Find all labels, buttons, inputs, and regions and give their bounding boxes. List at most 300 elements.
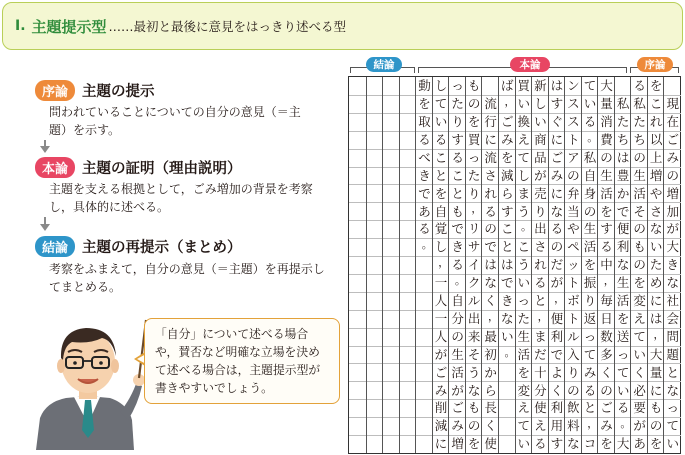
manuscript-cell: 用 bbox=[549, 417, 566, 435]
manuscript-cell: 生 bbox=[615, 274, 632, 292]
manuscript-cell bbox=[367, 167, 384, 185]
manuscript-cell: 弁 bbox=[565, 184, 582, 202]
manuscript-cell: 利 bbox=[615, 238, 632, 256]
manuscript-cell: て bbox=[615, 363, 632, 381]
step-conclusion-desc: 考察をふまえて，自分の意見（＝主題）を再提示してまとめる。 bbox=[49, 262, 325, 294]
manuscript-cell: い bbox=[499, 328, 516, 346]
manuscript-cell: は bbox=[550, 77, 564, 93]
manuscript-cell: 中 bbox=[598, 256, 615, 274]
manuscript-cell bbox=[400, 381, 417, 399]
manuscript-cell: 費 bbox=[598, 131, 615, 149]
manuscript-cell: ， bbox=[582, 417, 599, 435]
label-body: 本論 bbox=[510, 57, 550, 72]
manuscript-cell: 人 bbox=[433, 292, 450, 310]
manuscript-column bbox=[349, 77, 366, 453]
manuscript-cell bbox=[400, 131, 417, 149]
teacher-illustration-icon bbox=[28, 300, 148, 450]
manuscript-cell: ， bbox=[499, 95, 516, 113]
manuscript-cell: や bbox=[648, 184, 665, 202]
manuscript-cell bbox=[416, 381, 433, 399]
manuscript-cell: 削 bbox=[433, 399, 450, 417]
manuscript-cell: 飲 bbox=[565, 399, 582, 417]
manuscript-cell: ご bbox=[664, 131, 681, 149]
manuscript-cell: た bbox=[466, 167, 483, 185]
manuscript-cell bbox=[367, 149, 384, 167]
manuscript-cell: る bbox=[532, 435, 549, 453]
manuscript-cell: く bbox=[598, 363, 615, 381]
manuscript-cell: め bbox=[648, 274, 665, 292]
manuscript-cell: 送 bbox=[615, 328, 632, 346]
manuscript-cell: な bbox=[499, 310, 516, 328]
manuscript-cell bbox=[367, 131, 384, 149]
manuscript-cell: だ bbox=[532, 346, 549, 364]
manuscript-cell: 量 bbox=[648, 363, 665, 381]
manuscript-cell: ぐ bbox=[549, 113, 566, 131]
manuscript-cell: 売 bbox=[532, 184, 549, 202]
manuscript-cell: い bbox=[615, 381, 632, 399]
manuscript-cell: こ bbox=[516, 238, 533, 256]
manuscript-cell: ル bbox=[565, 328, 582, 346]
manuscript-cell: す bbox=[549, 95, 566, 113]
manuscript-cell: に bbox=[648, 292, 665, 310]
manuscript-cell: ， bbox=[532, 310, 549, 328]
manuscript-cell: を bbox=[433, 184, 450, 202]
manuscript-cell: を bbox=[499, 149, 516, 167]
manuscript-cell: の bbox=[449, 328, 466, 346]
manuscript-cell bbox=[383, 274, 400, 292]
manuscript-cell bbox=[499, 435, 516, 453]
manuscript-cell: 増 bbox=[449, 435, 466, 453]
manuscript-cell: な bbox=[615, 256, 632, 274]
manuscript-cell: す bbox=[598, 220, 615, 238]
manuscript-cell: 返 bbox=[582, 310, 599, 328]
manuscript-cell: う bbox=[516, 256, 533, 274]
manuscript-cell: 毎 bbox=[598, 292, 615, 310]
manuscript-cell: く bbox=[549, 381, 566, 399]
manuscript-cell: 自 bbox=[449, 292, 466, 310]
manuscript-cell: た bbox=[449, 95, 466, 113]
manuscript-cell: の bbox=[598, 149, 615, 167]
manuscript-cell bbox=[349, 131, 366, 149]
manuscript-column bbox=[481, 77, 498, 453]
manuscript-cell: 活 bbox=[582, 238, 599, 256]
manuscript-cell: の bbox=[466, 95, 483, 113]
manuscript-cell bbox=[400, 77, 417, 95]
manuscript-cell: と bbox=[532, 292, 549, 310]
manuscript-cell: 振 bbox=[582, 274, 599, 292]
manuscript-cell bbox=[367, 328, 384, 346]
manuscript-cell bbox=[416, 363, 433, 381]
manuscript-cell: を bbox=[598, 435, 615, 453]
manuscript-cell: 初 bbox=[482, 346, 499, 364]
manuscript-cell: て bbox=[664, 417, 681, 435]
manuscript-cell bbox=[349, 256, 366, 274]
header-number: I. bbox=[15, 18, 26, 34]
manuscript-cell: や bbox=[565, 220, 582, 238]
arrow-down-2 bbox=[40, 224, 50, 231]
manuscript-cell: も bbox=[467, 77, 481, 93]
manuscript-cell bbox=[499, 381, 516, 399]
step-conclusion-title: 主題の再提示（まとめ） bbox=[82, 240, 242, 256]
manuscript-cell bbox=[367, 435, 384, 453]
manuscript-cell: た bbox=[615, 113, 632, 131]
manuscript-cell: り bbox=[582, 292, 599, 310]
manuscript-cell: ま bbox=[532, 328, 549, 346]
manuscript-column bbox=[399, 77, 416, 453]
manuscript-cell: 使 bbox=[532, 399, 549, 417]
manuscript-cell: も bbox=[466, 399, 483, 417]
manuscript-cell: 流 bbox=[482, 95, 499, 113]
manuscript-column bbox=[663, 77, 680, 453]
manuscript-cell: 私 bbox=[615, 95, 632, 113]
manuscript-cell bbox=[482, 77, 499, 95]
manuscript-cell: ボ bbox=[565, 292, 582, 310]
manuscript-cell: 生 bbox=[598, 167, 615, 185]
manuscript-cell: い bbox=[582, 95, 599, 113]
manuscript-column bbox=[366, 77, 383, 453]
manuscript-cell: の bbox=[631, 149, 648, 167]
manuscript-cell: く bbox=[482, 417, 499, 435]
manuscript-cell bbox=[367, 220, 384, 238]
manuscript-cell bbox=[400, 113, 417, 131]
step-intro-desc: 問われていることについての自分の意見（＝主題）を示す。 bbox=[49, 105, 301, 137]
manuscript-cell: あ bbox=[631, 435, 648, 453]
manuscript-cell: 利 bbox=[549, 399, 566, 417]
manuscript-cell bbox=[349, 310, 366, 328]
manuscript-cell: 当 bbox=[565, 202, 582, 220]
manuscript-cell: 必 bbox=[631, 381, 648, 399]
manuscript-cell: 商 bbox=[532, 131, 549, 149]
manuscript-cell: な bbox=[648, 220, 665, 238]
manuscript-cell: う bbox=[466, 363, 483, 381]
label-conclusion: 結論 bbox=[366, 57, 402, 72]
manuscript-cell bbox=[416, 292, 433, 310]
manuscript-cell: 最 bbox=[482, 328, 499, 346]
manuscript-cell: は bbox=[482, 256, 499, 274]
manuscript-cell: っ bbox=[516, 292, 533, 310]
manuscript-cell: 多 bbox=[598, 346, 615, 364]
manuscript-cell: 要 bbox=[631, 399, 648, 417]
manuscript-cell: 一 bbox=[433, 310, 450, 328]
intro-bracket-right bbox=[678, 67, 679, 73]
manuscript-cell: ， bbox=[433, 256, 450, 274]
manuscript-cell: と bbox=[433, 167, 450, 185]
manuscript-cell: 。 bbox=[615, 417, 632, 435]
manuscript-cell: を bbox=[598, 202, 615, 220]
manuscript-cell: が bbox=[549, 274, 566, 292]
manuscript-cell: で bbox=[499, 274, 516, 292]
manuscript-cell: り bbox=[466, 184, 483, 202]
manuscript-cell bbox=[349, 113, 366, 131]
step-intro bbox=[35, 80, 155, 101]
manuscript-cell: イ bbox=[466, 256, 483, 274]
manuscript-cell: と bbox=[449, 184, 466, 202]
manuscript-cell bbox=[383, 202, 400, 220]
manuscript-cell: ， bbox=[648, 328, 665, 346]
manuscript-cell: 現 bbox=[664, 95, 681, 113]
manuscript-cell bbox=[383, 184, 400, 202]
manuscript-cell: し bbox=[532, 95, 549, 113]
manuscript-cell: サ bbox=[466, 238, 483, 256]
manuscript-cell: で bbox=[482, 238, 499, 256]
manuscript-cell: も bbox=[449, 202, 466, 220]
conclusion-bracket-left bbox=[350, 67, 351, 73]
manuscript-cell: る bbox=[633, 77, 646, 93]
manuscript-cell: ご bbox=[549, 149, 566, 167]
manuscript-cell: り bbox=[532, 202, 549, 220]
manuscript-cell bbox=[383, 149, 400, 167]
manuscript-cell: ご bbox=[449, 399, 466, 417]
manuscript-column bbox=[498, 77, 515, 453]
manuscript-cell: が bbox=[433, 346, 450, 364]
manuscript-cell: 社 bbox=[664, 292, 681, 310]
manuscript-cell bbox=[499, 363, 516, 381]
manuscript-cell: る bbox=[449, 149, 466, 167]
header-banner bbox=[2, 2, 683, 50]
manuscript-cell: 減 bbox=[433, 417, 450, 435]
manuscript-column bbox=[465, 77, 482, 453]
manuscript-cell: 一 bbox=[433, 274, 450, 292]
header-title: 主題提示型 bbox=[31, 17, 107, 36]
manuscript-cell bbox=[416, 310, 433, 328]
manuscript-cell: る bbox=[582, 113, 599, 131]
manuscript-cell bbox=[383, 131, 400, 149]
manuscript-cell: し bbox=[516, 167, 533, 185]
manuscript-cell bbox=[400, 274, 417, 292]
manuscript-cell bbox=[400, 310, 417, 328]
manuscript-cell: す bbox=[449, 131, 466, 149]
manuscript-column bbox=[415, 77, 432, 453]
manuscript-cell: 長 bbox=[482, 399, 499, 417]
manuscript-cell: 便 bbox=[549, 310, 566, 328]
manuscript-column bbox=[531, 77, 548, 453]
manuscript-cell bbox=[416, 417, 433, 435]
manuscript-cell: す bbox=[499, 202, 516, 220]
manuscript-cell: て bbox=[583, 77, 597, 93]
manuscript-cell: ト bbox=[565, 274, 582, 292]
manuscript-cell: 自 bbox=[582, 167, 599, 185]
manuscript-cell: し bbox=[434, 77, 448, 93]
manuscript-cell bbox=[367, 95, 384, 113]
manuscript-cell: 生 bbox=[449, 346, 466, 364]
manuscript-column bbox=[647, 77, 664, 453]
manuscript-cell: さ bbox=[482, 167, 499, 185]
manuscript-cell bbox=[383, 256, 400, 274]
manuscript-cell: 量 bbox=[598, 95, 615, 113]
manuscript-cell bbox=[367, 256, 384, 274]
manuscript-cell: 出 bbox=[532, 220, 549, 238]
manuscript-cell: ご bbox=[598, 399, 615, 417]
manuscript-cell: ば bbox=[500, 77, 514, 93]
manuscript-cell: 品 bbox=[532, 149, 549, 167]
manuscript-cell: 減 bbox=[499, 167, 516, 185]
manuscript-cell: た bbox=[631, 113, 648, 131]
manuscript-cell: 自 bbox=[433, 202, 450, 220]
step-body bbox=[35, 157, 242, 178]
manuscript-cell bbox=[367, 381, 384, 399]
manuscript-cell bbox=[383, 328, 400, 346]
manuscript-cell: た bbox=[516, 310, 533, 328]
manuscript-column bbox=[515, 77, 532, 453]
manuscript-cell: く bbox=[631, 363, 648, 381]
manuscript-cell: っ bbox=[664, 399, 681, 417]
manuscript-cell: か bbox=[615, 184, 632, 202]
manuscript-cell: る bbox=[482, 202, 499, 220]
manuscript-cell bbox=[367, 417, 384, 435]
manuscript-cell bbox=[400, 202, 417, 220]
manuscript-cell: 。 bbox=[516, 220, 533, 238]
manuscript-cell: 題 bbox=[664, 346, 681, 364]
manuscript-cell: 利 bbox=[549, 328, 566, 346]
manuscript-cell: 在 bbox=[664, 113, 681, 131]
manuscript-cell: ト bbox=[565, 310, 582, 328]
manuscript-cell bbox=[383, 310, 400, 328]
manuscript-cell: ち bbox=[615, 131, 632, 149]
manuscript-cell: ， bbox=[549, 292, 566, 310]
manuscript-cell: は bbox=[615, 149, 632, 167]
manuscript-cell bbox=[383, 381, 400, 399]
manuscript-cell bbox=[349, 363, 366, 381]
manuscript-cell: で bbox=[449, 220, 466, 238]
manuscript-cell: を bbox=[516, 363, 533, 381]
manuscript-cell: ち bbox=[631, 131, 648, 149]
manuscript-column bbox=[432, 77, 449, 453]
manuscript-cell bbox=[383, 399, 400, 417]
manuscript-cell: っ bbox=[451, 77, 464, 93]
manuscript-cell: 活 bbox=[449, 363, 466, 381]
manuscript-cell: こ bbox=[499, 220, 516, 238]
manuscript-cell: 買 bbox=[466, 131, 483, 149]
manuscript-cell: の bbox=[648, 417, 665, 435]
body-bracket-right bbox=[626, 67, 627, 73]
manuscript-cell: 生 bbox=[516, 328, 533, 346]
manuscript-cell bbox=[416, 256, 433, 274]
manuscript-cell: ル bbox=[466, 292, 483, 310]
manuscript-cell: な bbox=[664, 274, 681, 292]
manuscript-cell: れ bbox=[648, 113, 665, 131]
manuscript-cell: の bbox=[565, 381, 582, 399]
manuscript-cell: 問 bbox=[664, 328, 681, 346]
manuscript-cell: を bbox=[648, 435, 665, 453]
manuscript-cell: は bbox=[499, 256, 516, 274]
manuscript-cell: で bbox=[549, 346, 566, 364]
manuscript-cell bbox=[367, 202, 384, 220]
manuscript-cell: き bbox=[499, 292, 516, 310]
manuscript-cell bbox=[367, 77, 384, 95]
manuscript-cell bbox=[367, 346, 384, 364]
manuscript-cell: る bbox=[532, 274, 549, 292]
manuscript-cell bbox=[349, 184, 366, 202]
manuscript-cell: 変 bbox=[631, 292, 648, 310]
intro-bracket-left bbox=[630, 67, 631, 73]
manuscript-cell bbox=[349, 149, 366, 167]
manuscript-cell: の bbox=[482, 220, 499, 238]
manuscript-cell bbox=[367, 399, 384, 417]
manuscript-cell: と bbox=[582, 399, 599, 417]
manuscript-cell: え bbox=[516, 131, 533, 149]
manuscript-cell: さ bbox=[648, 202, 665, 220]
manuscript-column bbox=[382, 77, 399, 453]
manuscript-cell: 新 bbox=[534, 77, 547, 93]
manuscript-cell: い bbox=[433, 113, 450, 131]
manuscript-cell bbox=[349, 220, 366, 238]
manuscript-cell: 活 bbox=[516, 346, 533, 364]
manuscript-cell bbox=[383, 220, 400, 238]
manuscript-cell: 取 bbox=[416, 113, 433, 131]
manuscript-cell: え bbox=[631, 310, 648, 328]
manuscript-cell: も bbox=[631, 238, 648, 256]
manuscript-cell: れ bbox=[532, 256, 549, 274]
manuscript-cell bbox=[400, 346, 417, 364]
manuscript-cell: み bbox=[549, 167, 566, 185]
manuscript-cell: え bbox=[532, 417, 549, 435]
manuscript-cell bbox=[349, 238, 366, 256]
manuscript-cell: ， bbox=[598, 274, 615, 292]
manuscript-cell: あ bbox=[416, 202, 433, 220]
manuscript-cell bbox=[400, 292, 417, 310]
manuscript-cell: き bbox=[416, 167, 433, 185]
manuscript-cell bbox=[367, 274, 384, 292]
manuscript-cell: な bbox=[549, 202, 566, 220]
manuscript-cell bbox=[400, 328, 417, 346]
manuscript-cell: て bbox=[582, 346, 599, 364]
manuscript-cell bbox=[400, 220, 417, 238]
manuscript-cell bbox=[400, 363, 417, 381]
manuscript-cell: 以 bbox=[648, 131, 665, 149]
manuscript-cell: て bbox=[433, 95, 450, 113]
badge-body: 本論 bbox=[35, 157, 75, 178]
manuscript-cell: 料 bbox=[565, 417, 582, 435]
manuscript-cell bbox=[349, 328, 366, 346]
manuscript-cell: み bbox=[582, 363, 599, 381]
manuscript-cell: 活 bbox=[631, 184, 648, 202]
manuscript-cell: が bbox=[631, 417, 648, 435]
manuscript-cell: く bbox=[482, 292, 499, 310]
manuscript-cell bbox=[400, 399, 417, 417]
manuscript-cell bbox=[400, 435, 417, 453]
manuscript-cell: る bbox=[549, 220, 566, 238]
manuscript-cell: を bbox=[466, 113, 483, 131]
manuscript-cell: の bbox=[582, 202, 599, 220]
manuscript-cell: っ bbox=[466, 149, 483, 167]
manuscript-cell: だ bbox=[549, 256, 566, 274]
manuscript-cell: い bbox=[631, 346, 648, 364]
manuscript-cell: る bbox=[433, 131, 450, 149]
manuscript-cell: 生 bbox=[582, 220, 599, 238]
manuscript-cell: る bbox=[416, 131, 433, 149]
manuscript-cell bbox=[383, 238, 400, 256]
manuscript-cell: る bbox=[582, 381, 599, 399]
step-intro-title: 主題の提示 bbox=[82, 84, 155, 100]
manuscript-cell: き bbox=[449, 238, 466, 256]
manuscript-cell: 変 bbox=[516, 381, 533, 399]
manuscript-cell bbox=[367, 363, 384, 381]
manuscript-cell: を bbox=[416, 95, 433, 113]
manuscript-cell: る bbox=[615, 399, 632, 417]
manuscript-cell: っ bbox=[582, 328, 599, 346]
manuscript-cell: の bbox=[631, 256, 648, 274]
manuscript-cell: み bbox=[664, 149, 681, 167]
manuscript-cell: が bbox=[664, 220, 681, 238]
manuscript-cell bbox=[499, 417, 516, 435]
manuscript-cell bbox=[383, 435, 400, 453]
badge-intro: 序論 bbox=[35, 80, 75, 101]
manuscript-cell: 。 bbox=[499, 346, 516, 364]
manuscript-cell: れ bbox=[482, 184, 499, 202]
manuscript-cell bbox=[349, 77, 366, 95]
manuscript-cell bbox=[664, 77, 681, 95]
manuscript-cell: し bbox=[433, 238, 450, 256]
